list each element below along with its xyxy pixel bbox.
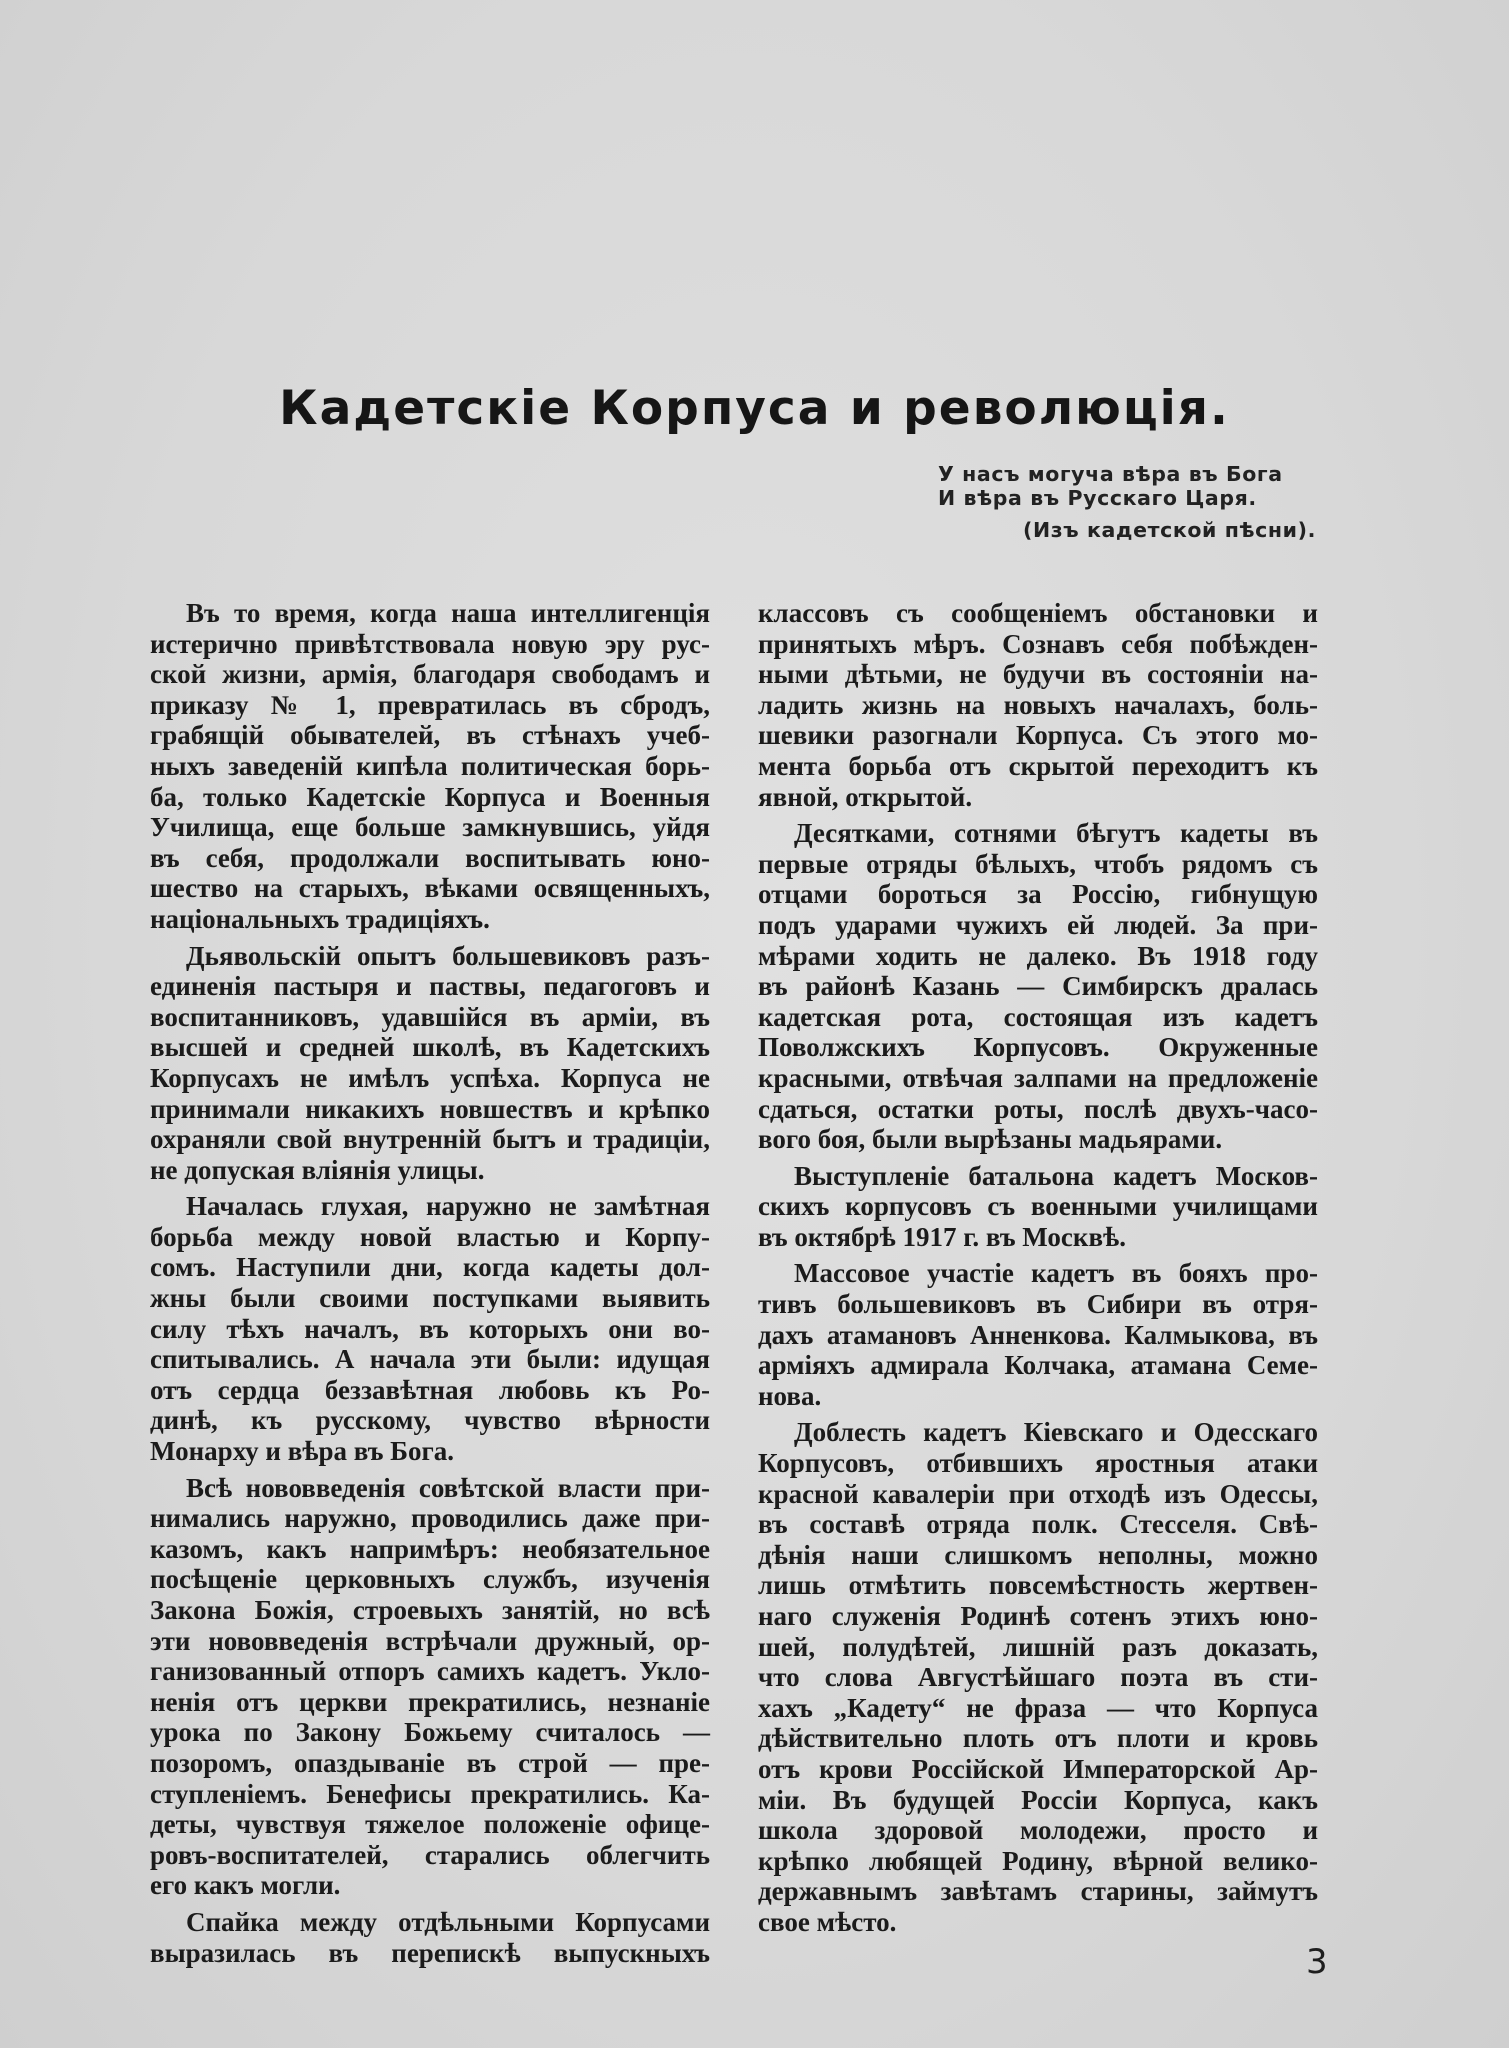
text-line: Въ то время, когда наша интеллигенція xyxy=(186,598,710,628)
text-line: борьба между новой властью и Корпу- xyxy=(150,1221,710,1252)
text-line: что слова Августѣйшаго поэта въ сти- xyxy=(758,1662,1318,1693)
text-line: посѣщеніе церковныхъ службъ, изученія xyxy=(150,1564,710,1595)
text-line: Дьявольскій опытъ большевиковъ разъ- xyxy=(186,940,710,971)
text-line: Началась глухая, наружно не замѣтная xyxy=(186,1191,710,1222)
paragraph xyxy=(758,1258,1318,1411)
paragraph xyxy=(150,598,710,935)
text-line: его какъ могли. xyxy=(150,1870,341,1901)
text-line: спитывались. А начала эти были: идущая xyxy=(150,1344,710,1375)
text-line: Доблесть кадетъ Кіевскаго и Одесскаго xyxy=(794,1417,1318,1448)
text-line: ба, только Кадетскіе Корпуса и Военныя xyxy=(150,781,710,812)
paragraph xyxy=(758,598,1318,812)
text-line: казомъ, какъ напримѣръ: необязательное xyxy=(150,1533,710,1564)
text-line: Массовое участіе кадетъ въ бояхъ про- xyxy=(794,1258,1318,1289)
text-line: первые отряды бѣлыхъ, чтобъ рядомъ съ xyxy=(758,848,1318,879)
text-line: силу тѣхъ началъ, въ которыхъ они во- xyxy=(150,1313,710,1344)
text-line: въ районѣ Казань — Симбирскъ дралась xyxy=(758,971,1318,1002)
text-line: ладить жизнь на новыхъ началахъ, боль- xyxy=(758,689,1318,720)
text-line: ской жизни, армія, благодаря свободамъ и xyxy=(150,659,710,690)
text-line: классовъ съ сообщеніемъ обстановки и xyxy=(758,598,1318,628)
text-line: наго служенія Родинѣ сотенъ этихъ юно- xyxy=(758,1601,1318,1631)
text-line: крѣпко любящей Родину, вѣрной велико- xyxy=(758,1845,1318,1876)
text-column-left xyxy=(150,598,710,1974)
paragraph xyxy=(758,1417,1318,1937)
text-line: подъ ударами чужихъ ей людей. За при- xyxy=(758,909,1318,940)
text-line: охраняли свой внутренній бытъ и традиціи, xyxy=(150,1124,710,1155)
text-line: національныхъ традиціяхъ. xyxy=(150,903,490,934)
text-line: нимались наружно, проводились даже при- xyxy=(150,1503,710,1534)
text-line: принимали никакихъ новшествъ и крѣпко xyxy=(150,1093,710,1124)
text-line: высшей и средней школѣ, въ Кадетскихъ xyxy=(150,1032,710,1063)
text-line: дѣйствительно плоть отъ плоти и кровь xyxy=(758,1723,1318,1754)
text-line: ганизованный отпоръ самихъ кадетъ. Укло- xyxy=(150,1656,710,1687)
text-line: отцами бороться за Россію, гибнущую xyxy=(758,879,1318,910)
text-line: хахъ „Кадету“ не фраза — что Корпуса xyxy=(758,1692,1318,1723)
text-line: не допуская вліянія улицы. xyxy=(150,1154,485,1185)
text-line: динѣ, къ русскому, чувство вѣрности xyxy=(150,1405,710,1436)
text-line: въ составѣ отряда полк. Стесселя. Свѣ- xyxy=(758,1509,1318,1540)
text-line: принятыхъ мѣръ. Сознавъ себя побѣжден- xyxy=(758,628,1318,659)
text-line: Выступленіе батальона кадетъ Москов- xyxy=(794,1160,1318,1191)
text-line: отъ крови Россійской Императорской Ар- xyxy=(758,1753,1318,1784)
paragraph xyxy=(758,818,1318,1155)
text-line: Корпусахъ не имѣлъ успѣха. Корпуса не xyxy=(150,1062,710,1093)
page-number: 3 xyxy=(1306,1942,1328,1982)
text-line: ными дѣтьми, не будучи въ состояніи на- xyxy=(758,659,1318,690)
text-line: въ себя, продолжали воспитывать юно- xyxy=(150,842,710,873)
text-line: выразилась въ перепискѣ выпускныхъ xyxy=(150,1937,710,1968)
text-line: Училища, еще больше замкнувшись, уйдя xyxy=(150,812,710,843)
text-line: мѣрами ходить не далеко. Въ 1918 году xyxy=(758,940,1318,971)
text-line: кадетская рота, состоящая изъ кадетъ xyxy=(758,1001,1318,1032)
text-line: жны были своими поступками выявить xyxy=(150,1283,710,1314)
text-line: Спайка между отдѣльными Корпусами xyxy=(186,1906,710,1937)
text-line: ненія отъ церкви прекратились, незнаніе xyxy=(150,1686,710,1717)
text-line: Монарху и вѣра въ Бога. xyxy=(150,1436,455,1467)
epigraph-line: И вѣра въ Русскаго Царя. xyxy=(938,486,1257,510)
text-line: нова. xyxy=(758,1380,822,1411)
text-line: сомъ. Наступили дни, когда кадеты дол- xyxy=(150,1252,710,1283)
text-line: грабящій обывателей, въ стѣнахъ учеб- xyxy=(150,720,710,751)
text-line: лишь отмѣтить повсемѣстность жертвен- xyxy=(758,1570,1318,1601)
text-line: дѣнія наши слишкомъ неполны, можно xyxy=(758,1539,1318,1570)
epigraph-line: У насъ могуча вѣра въ Бога xyxy=(938,462,1283,486)
text-line: шество на старыхъ, вѣками освященныхъ, xyxy=(150,873,710,904)
text-line: воспитанниковъ, удавшійся въ арміи, въ xyxy=(150,1001,710,1032)
text-line: міи. Въ будущей Россіи Корпуса, какъ xyxy=(758,1784,1318,1815)
text-line: шей, полудѣтей, лишній разъ доказать, xyxy=(758,1631,1318,1662)
text-line: красными, отвѣчая залпами на предложеніе xyxy=(758,1062,1318,1093)
text-line: Корпусовъ, отбившихъ яростныя атаки xyxy=(758,1448,1318,1479)
article-title: Кадетскіе Корпуса и революція. xyxy=(279,381,1230,437)
text-line: сдаться, остатки роты, послѣ двухъ-часо- xyxy=(758,1093,1318,1124)
text-line: Десятками, сотнями бѣгутъ кадеты въ xyxy=(794,818,1318,849)
paragraph xyxy=(150,1907,710,1968)
text-line: дахъ атамановъ Анненкова. Калмыкова, въ xyxy=(758,1319,1318,1350)
epigraph xyxy=(938,462,1316,542)
text-line: тивъ большевиковъ въ Сибири въ отря- xyxy=(758,1289,1318,1320)
text-line: школа здоровой молодежи, просто и xyxy=(758,1815,1318,1846)
paragraph xyxy=(150,1191,710,1466)
text-line: ныхъ заведеній кипѣла политическая борь- xyxy=(150,750,710,781)
text-line: приказу № 1, превратилась въ сбродъ, xyxy=(150,689,710,720)
paragraph xyxy=(150,1473,710,1901)
text-line: деты, чувствуя тяжелое положеніе офице- xyxy=(150,1809,710,1840)
text-line: свое мѣсто. xyxy=(758,1906,897,1937)
text-line: единенія пастыря и паствы, педагоговъ и xyxy=(150,971,710,1002)
text-column-right xyxy=(758,598,1318,1944)
text-line: красной кавалеріи при отходѣ изъ Одессы, xyxy=(758,1478,1318,1509)
text-line: истерично привѣтствовала новую эру рус- xyxy=(150,628,710,659)
text-line: ровъ-воспитателей, старались облегчить xyxy=(150,1839,710,1870)
text-line: явной, открытой. xyxy=(758,781,973,812)
paragraph xyxy=(150,941,710,1186)
text-line: шевики разогнали Корпуса. Съ этого мо- xyxy=(758,720,1318,751)
text-line: Закона Божія, строевыхъ занятій, но всѣ xyxy=(150,1595,710,1625)
epigraph-source: (Изъ кадетской пѣсни). xyxy=(1023,518,1317,542)
text-line: ступленіемъ. Бенефисы прекратились. Ка- xyxy=(150,1778,710,1809)
text-line: позоромъ, опаздываніе въ строй — пре- xyxy=(150,1747,710,1778)
text-line: отъ сердца беззавѣтная любовь къ Ро- xyxy=(150,1374,710,1405)
text-line: державнымъ завѣтамъ старины, займутъ xyxy=(758,1876,1318,1907)
text-line: арміяхъ адмирала Колчака, атамана Семе- xyxy=(758,1350,1318,1381)
text-line: урока по Закону Божьему считалось — xyxy=(150,1717,710,1748)
text-line: скихъ корпусовъ съ военными училищами xyxy=(758,1191,1318,1222)
paragraph xyxy=(758,1161,1318,1253)
text-line: Всѣ нововведенія совѣтской власти при- xyxy=(186,1472,710,1503)
text-line: Поволжскихъ Корпусовъ. Окруженные xyxy=(758,1032,1318,1063)
text-line: въ октябрѣ 1917 г. въ Москвѣ. xyxy=(758,1221,1127,1252)
text-line: вого боя, были вырѣзаны мадьярами. xyxy=(758,1124,1223,1155)
text-line: эти нововведенія встрѣчали дружный, ор- xyxy=(150,1625,710,1656)
text-line: мента борьба отъ скрытой переходитъ къ xyxy=(758,750,1318,781)
